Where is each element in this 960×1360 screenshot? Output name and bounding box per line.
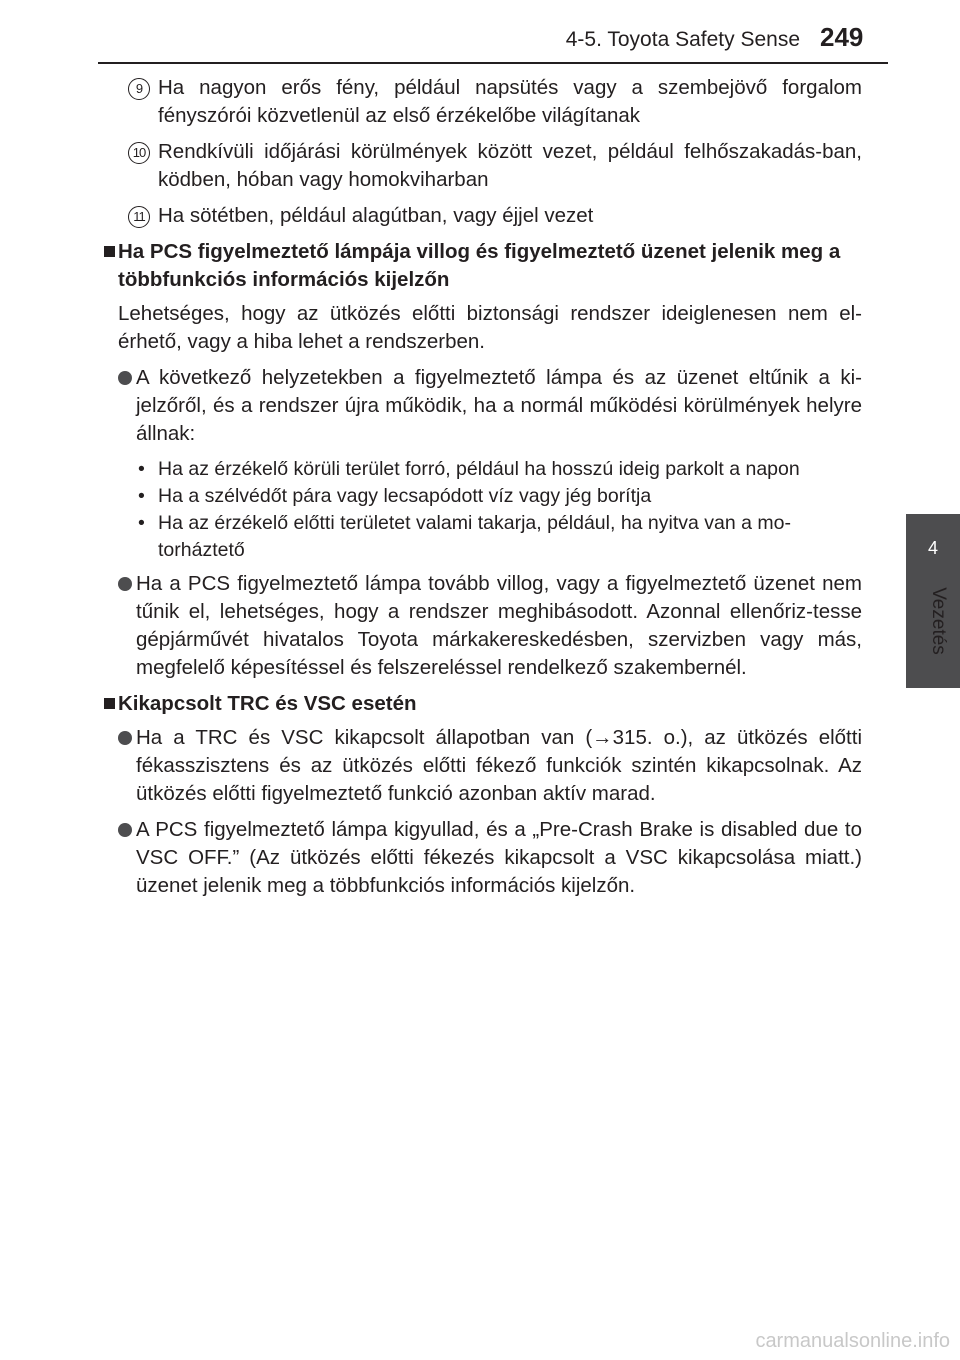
bullet-item [104,724,862,808]
round-bullet-icon [118,371,132,385]
sub-item-text: Ha a szélvédőt pára vagy lecsapódott víz vagy jég borítja [158,485,652,507]
numbered-item [104,138,862,194]
section-heading-text: Ha PCS figyelmeztető lámpája villog és figyelmeztető üzenet jelenik meg a többfunkciós információs kijelzőn [118,240,841,291]
chapter-number: 4 [927,538,938,558]
chapter-label: Vezetés [928,587,949,655]
header-divider [98,62,888,64]
bullet-text: A következő helyzetekben a figyelmeztető lámpa és az üzenet eltűnik a ki-jelzőről, és a rendszer újra működik, ha a normál működési körülmények helyre állnak: [136,366,862,445]
round-bullet-icon [118,823,132,837]
bullet-item [104,816,862,900]
numbered-item [104,202,862,230]
bullet-text: A PCS figyelmeztető lámpa kigyullad, és a „Pre-Crash Brake is disabled due to VSC OFF.” (Az ütközés előtti fékezés kikapcsolt a VSC kikapcsolása miatt.) üzenet jelenik meg a többfunkciós információs kijelzőn. [136,818,862,897]
circled-number: 9 [128,78,150,100]
sub-list-item [104,483,862,510]
numbered-item [104,74,862,130]
round-bullet-icon [118,577,132,591]
page-content [104,74,862,908]
numbered-item-text: Ha sötétben, például alagútban, vagy éjjel vezet [158,204,594,227]
bullet-item [104,570,862,682]
circled-number: 10 [128,142,150,164]
sub-list-item [104,510,862,564]
watermark: carmanualsonline.info [755,1330,950,1352]
sub-list [104,456,862,564]
bullet-text: Ha a PCS figyelmeztető lámpa tovább villog, vagy a figyelmeztető üzenet nem tűnik el, lehetséges, hogy a rendszer meghibásodott. Azonnal ellenőriz-tesse gépjárművét hivatalos Toyota márkakereskedésben, szervizben vagy más, megfelelő képesítéssel és felszereléssel rendelkező szakembernél. [136,572,862,679]
sub-item-text: Ha az érzékelő körüli terület forró, például ha hosszú ideig parkolt a napon [158,458,800,480]
sub-list-item [104,456,862,483]
section-intro: Lehetséges, hogy az ütközés előtti biztonsági rendszer ideiglenesen nem el-érhető, vagy a hiba lehet a rendszerben. [118,302,862,353]
square-bullet-icon [104,246,115,257]
square-bullet-icon [104,698,115,709]
sub-bullet-marker: • [138,512,145,534]
numbered-item-text: Ha nagyon erős fény, például napsütés vagy a szembejövő forgalom fényszórói közvetlenül az első érzékelőbe világítanak [158,76,862,127]
bullet-item [104,364,862,448]
section-heading-text: Kikapcsolt TRC és VSC esetén [118,692,417,715]
sub-bullet-marker: • [138,485,145,507]
sub-item-text: Ha az érzékelő előtti területet valami takarja, például, ha nyitva van a mo-torháztető [158,512,791,561]
bullet-text: Ha a TRC és VSC kikapcsolt állapotban van (→315. o.), az ütközés előtti fékasszisztens és az ütközés előtti fékező funkciók szintén kikapcsolnak. Az ütközés előtti figyelmeztető funkció azonban aktív marad. [136,726,862,805]
round-bullet-icon [118,731,132,745]
section-heading [104,238,862,294]
section-heading [104,690,862,718]
sub-bullet-marker: • [138,458,145,480]
page-number: 249 [820,22,864,52]
circled-number: 11 [128,206,150,228]
numbered-item-text: Rendkívüli időjárási körülmények között vezet, például felhőszakadás-ban, ködben, hóban vagy homokviharban [158,140,862,191]
section-title: 4-5. Toyota Safety Sense [565,28,800,51]
